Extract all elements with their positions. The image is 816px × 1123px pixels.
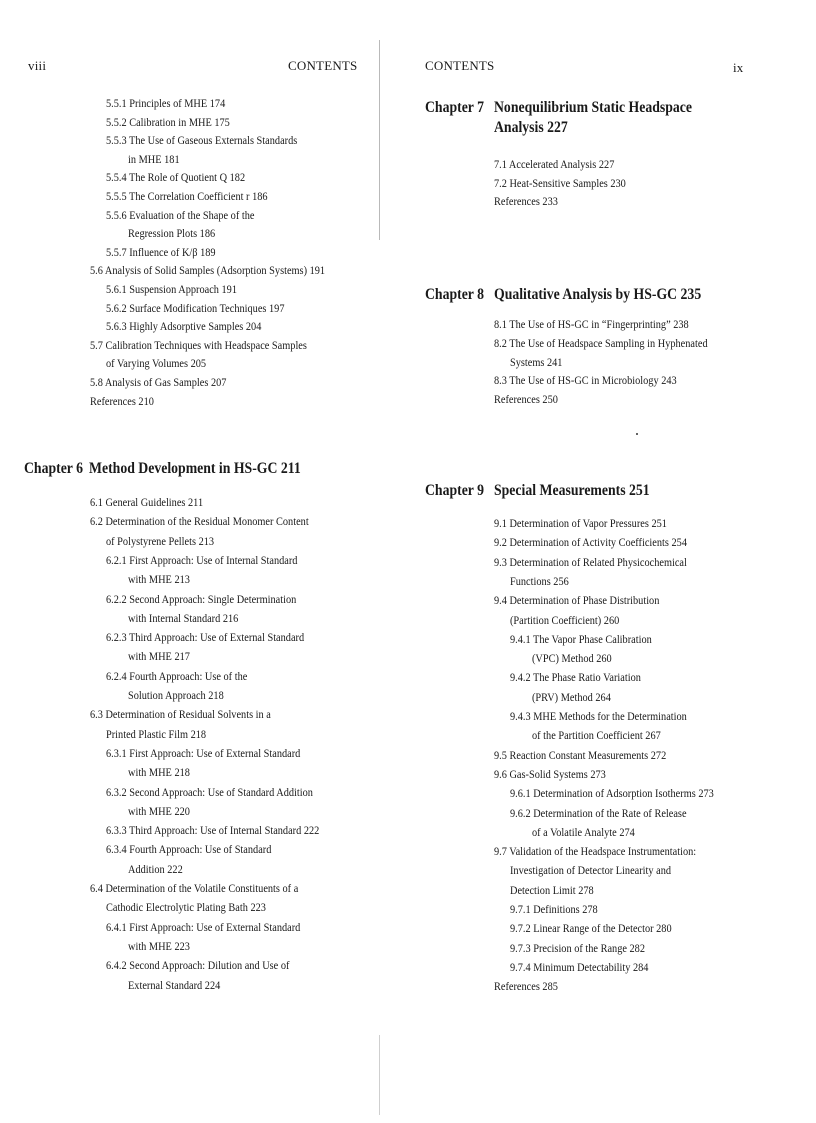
gutter-line — [379, 40, 380, 240]
toc-entry: 6.1 General Guidelines 211 — [90, 495, 204, 509]
toc-entry: 5.5.7 Influence of K/β 189 — [106, 244, 216, 259]
toc-entry: in MHE 181 — [128, 151, 180, 166]
toc-entry: Solution Approach 218 — [128, 688, 224, 702]
toc-entry: 9.2 Determination of Activity Coefficients 254 — [494, 535, 687, 550]
right-folio: ix — [733, 60, 744, 75]
toc-entry: Printed Plastic Film 218 — [106, 726, 207, 741]
chapter-9-title: Special Measurements 251 — [494, 482, 650, 499]
toc-entry: of Polystyrene Pellets 213 — [106, 533, 215, 548]
toc-entry: 9.4 Determination of Phase Distribution — [494, 593, 660, 608]
toc-entry: 6.3.2 Second Approach: Use of Standard Addition — [106, 784, 313, 799]
toc-entry: 9.4.3 MHE Methods for the Determination — [510, 709, 687, 723]
toc-entry: References 210 — [90, 393, 154, 408]
toc-entry: 5.5.4 The Role of Quotient Q 182 — [106, 170, 246, 185]
toc-entry: 9.7.2 Linear Range of the Detector 280 — [510, 921, 672, 936]
toc-entry: 5.5.2 Calibration in MHE 175 — [106, 114, 230, 129]
stray-mark — [636, 433, 638, 435]
toc-entry: 9.6.1 Determination of Adsorption Isotherms 273 — [510, 786, 714, 801]
toc-entry: 5.7 Calibration Techniques with Headspace Samples — [90, 337, 307, 352]
toc-entry: References 285 — [494, 979, 558, 994]
chapter-8-label: Chapter 8 — [425, 286, 484, 303]
toc-entry: (Partition Coefficient) 260 — [510, 612, 620, 627]
toc-entry: References 250 — [494, 392, 558, 407]
chapter-6-label: Chapter 6 — [24, 460, 83, 477]
left-folio: viii — [28, 58, 47, 73]
chapter-7-label: Chapter 7 — [425, 99, 484, 116]
toc-entry: 6.3.1 First Approach: Use of External Standard — [106, 745, 301, 760]
toc-entry: 5.5.5 The Correlation Coefficient r 186 — [106, 189, 268, 203]
toc-entry: 9.7 Validation of the Headspace Instrumentation: — [494, 844, 697, 859]
toc-entry: 5.8 Analysis of Gas Samples 207 — [90, 375, 227, 389]
toc-entry: (VPC) Method 260 — [532, 651, 612, 666]
chapter-8-title: Qualitative Analysis by HS-GC 235 — [494, 286, 702, 303]
toc-entry: Regression Plots 186 — [128, 226, 216, 241]
toc-entry: with MHE 218 — [128, 765, 190, 780]
left-running-head: CONTENTS — [288, 58, 358, 73]
toc-entry: 5.6.1 Suspension Approach 191 — [106, 282, 238, 296]
toc-entry: 6.4 Determination of the Volatile Constituents of a — [90, 881, 299, 895]
toc-entry: 9.4.1 The Vapor Phase Calibration — [510, 631, 652, 646]
toc-entry: 8.3 The Use of HS-GC in Microbiology 243 — [494, 373, 677, 388]
toc-entry: 9.5 Reaction Constant Measurements 272 — [494, 747, 667, 762]
toc-entry: 6.3.4 Fourth Approach: Use of Standard — [106, 842, 272, 857]
toc-entry: with MHE 220 — [128, 803, 190, 818]
toc-entry: 7.2 Heat-Sensitive Samples 230 — [494, 175, 626, 190]
toc-entry: Investigation of Detector Linearity and — [510, 863, 672, 878]
toc-entry: with MHE 217 — [128, 649, 190, 664]
toc-entry: 6.2.2 Second Approach: Single Determination — [106, 591, 297, 606]
gutter-scan-mark — [379, 1035, 380, 1115]
toc-entry: Cathodic Electrolytic Plating Bath 223 — [106, 900, 266, 915]
toc-entry: (PRV) Method 264 — [532, 689, 611, 704]
toc-entry: 6.4.1 First Approach: Use of External Standard — [106, 919, 301, 934]
toc-entry: 9.1 Determination of Vapor Pressures 251 — [494, 516, 667, 530]
right-running-head: CONTENTS — [425, 58, 495, 73]
toc-entry: of the Partition Coefficient 267 — [532, 728, 661, 743]
toc-entry: 9.6.2 Determination of the Rate of Release — [510, 805, 687, 820]
toc-entry: 6.3 Determination of Residual Solvents in a — [90, 707, 271, 722]
toc-entry: 5.6.3 Highly Adsorptive Samples 204 — [106, 319, 262, 334]
toc-entry: References 233 — [494, 194, 558, 208]
toc-entry: 6.2.3 Third Approach: Use of External Standard — [106, 630, 305, 645]
toc-entry: Systems 241 — [510, 354, 563, 369]
chapter-6-title: Method Development in HS-GC 211 — [89, 460, 301, 477]
toc-entry: 6.2.4 Fourth Approach: Use of the — [106, 668, 248, 683]
toc-entry: 9.3 Determination of Related Physicochemical — [494, 554, 687, 569]
chapter-7-title-line-2: Analysis 227 — [494, 119, 568, 136]
chapter-7-title-line-1: Nonequilibrium Static Headspace — [494, 99, 693, 116]
toc-entry: Detection Limit 278 — [510, 882, 594, 897]
toc-entry: with MHE 223 — [128, 938, 190, 953]
toc-entry: 9.7.4 Minimum Detectability 284 — [510, 959, 649, 974]
toc-entry: 6.2 Determination of the Residual Monomer Content — [90, 514, 309, 529]
toc-entry: 5.5.1 Principles of MHE 174 — [106, 96, 226, 110]
toc-entry: 9.7.3 Precision of the Range 282 — [510, 940, 646, 955]
toc-entry: Addition 222 — [128, 861, 183, 876]
toc-entry: 5.5.3 The Use of Gaseous Externals Standards — [106, 133, 298, 148]
toc-entry: of Varying Volumes 205 — [106, 356, 207, 371]
toc-entry: with Internal Standard 216 — [128, 610, 239, 625]
chapter-9-label: Chapter 9 — [425, 482, 484, 499]
toc-entry: 7.1 Accelerated Analysis 227 — [494, 157, 615, 171]
toc-entry: with MHE 213 — [128, 572, 190, 587]
toc-entry: 6.4.2 Second Approach: Dilution and Use of — [106, 958, 290, 973]
toc-entry: 6.2.1 First Approach: Use of Internal Standard — [106, 552, 298, 567]
toc-entry: Functions 256 — [510, 573, 569, 588]
toc-entry: 5.6.2 Surface Modification Techniques 197 — [106, 300, 285, 315]
toc-entry: 6.3.3 Third Approach: Use of Internal Standard 222 — [106, 823, 320, 838]
toc-entry: 5.6 Analysis of Solid Samples (Adsorption Systems) 191 — [90, 263, 326, 278]
toc-entry: 9.4.2 The Phase Ratio Variation — [510, 670, 641, 685]
toc-entry: of a Volatile Analyte 274 — [532, 824, 635, 839]
toc-entry: 8.2 The Use of Headspace Sampling in Hyphenated — [494, 335, 708, 350]
toc-entry: External Standard 224 — [128, 977, 221, 992]
toc-entry: 5.5.6 Evaluation of the Shape of the — [106, 207, 255, 222]
toc-entry: 8.1 The Use of HS-GC in “Fingerprinting” 238 — [494, 317, 689, 331]
toc-entry: 9.7.1 Definitions 278 — [510, 902, 598, 916]
toc-entry: 9.6 Gas-Solid Systems 273 — [494, 766, 606, 781]
